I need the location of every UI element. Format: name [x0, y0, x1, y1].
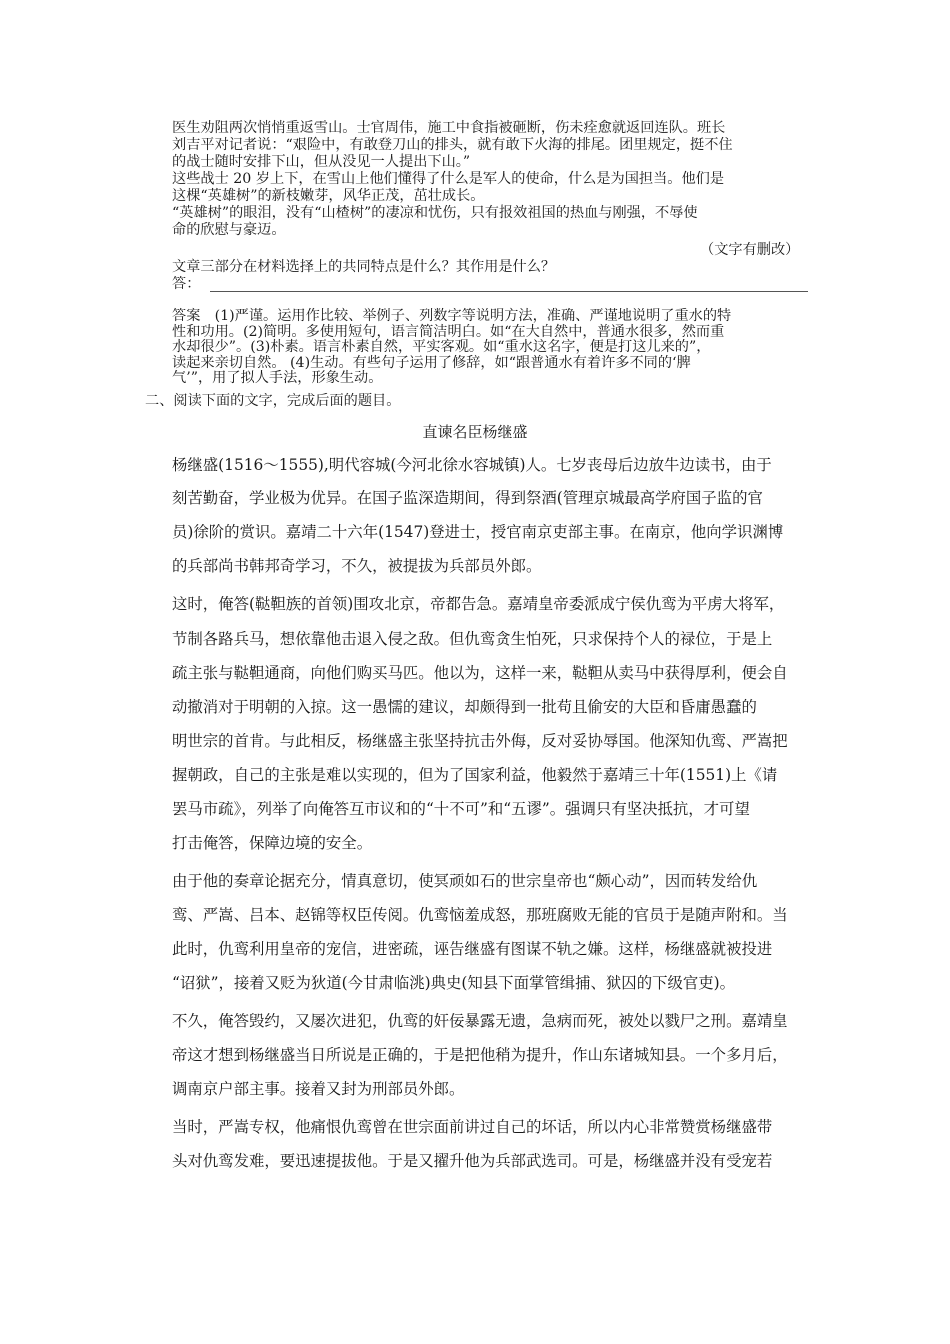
- question-text: 文章三部分在材料选择上的共同特点是什么？其作用是什么？: [172, 259, 556, 275]
- passage-line: 打击俺答，保障边境的安全。: [172, 834, 373, 852]
- passage-line: 头对仇鸾发难，要迅速提拔他。于是又擢升他为兵部武选司。可是，杨继盛并没有受宠若: [172, 1152, 773, 1170]
- passage-line: 这时，俺答(鞑靼族的首领)围攻北京，帝都告急。嘉靖皇帝委派成宁侯仇鸾为平虏大将军，: [172, 595, 785, 613]
- answer-label: 答：: [172, 276, 201, 292]
- passage-line: 由于他的奏章论据充分，情真意切，使冥顽如石的世宗皇帝也“颇心动”，因而转发给仇: [172, 872, 758, 890]
- passage-line: 调南京户部主事。接着又封为刑部员外郎。: [172, 1080, 465, 1098]
- text-line: 医生劝阻两次悄悄重返雪山。士官周伟，施工中食指被砸断，伤未痊愈就返回连队。班长: [172, 120, 726, 136]
- passage-line: 疏主张与鞑靼通商，向他们购买马匹。他以为，这样一来，鞑靼从卖马中获得厚利，便会自: [172, 664, 788, 682]
- passage-line: 刻苦勤奋，学业极为优异。在国子监深造期间，得到祭酒(管理京城最高学府国子监的官: [172, 489, 763, 507]
- passage-line: 动撤消对于明朝的入掠。这一愚懦的建议，却颇得到一批苟且偷安的大臣和昏庸愚蠢的: [172, 698, 757, 716]
- passage-line: 鸾、严嵩、吕本、赵锦等权臣传阅。仇鸾恼羞成怒，那班腐败无能的官员于是随声附和。当: [172, 906, 788, 924]
- text-line: 读起来亲切自然。 (4)生动。有些句子运用了修辞，如“跟普通水有着许多不同的‘脾: [172, 354, 691, 371]
- text-line: 答案 (1)严谨。运用作比较、举例子、列数字等说明方法，准确、严谨地说明了重水的特: [172, 308, 732, 324]
- text-line: 气’”，用了拟人手法，形象生动。: [172, 370, 383, 387]
- passage-title: 直谏名臣杨继盛: [422, 423, 528, 441]
- text-line: 的战士随时安排下山，但从没见一人提出下山。”: [172, 154, 471, 170]
- passage-line: 的兵部尚书韩邦奇学习，不久，被提拔为兵部员外郎。: [172, 557, 542, 575]
- text-line: 水却很少”。(3)朴素。语言朴素自然，平实客观。如“重水这名字，便是打这儿来的”，: [172, 339, 711, 356]
- passage-line: “诏狱”，接着又贬为狄道(今甘肃临洮)典史(知县下面掌管缉捕、狱囚的下级官吏)。: [172, 974, 736, 992]
- passage-line: 帝这才想到杨继盛当日所说是正确的，于是把他稍为提升，作山东诸城知县。一个多月后，: [172, 1046, 788, 1064]
- text-line: 命的欣慰与豪迈。: [172, 222, 286, 238]
- section-heading: 二、阅读下面的文字，完成后面的题目。: [145, 393, 401, 409]
- text-line: 性和功用。(2)简明。多使用短句，语言简洁明白。如“在大自然中，普通水很多，然而重: [172, 323, 725, 340]
- passage-line: 杨继盛(1516～1555),明代容城(今河北徐水容城镇)人。七岁丧母后边放牛边读书，由于: [172, 456, 772, 474]
- passage-line: 罢马市疏》，列举了向俺答互市议和的“十不可”和“五谬”。强调只有坚决抵抗，才可望: [172, 800, 750, 818]
- text-line: 这棵“英雄树”的新枝嫩芽，风华正茂，茁壮成长。: [172, 188, 485, 204]
- passage-line: 明世宗的首肯。与此相反，杨继盛主张坚持抗击外侮，反对妥协辱国。他深知仇鸾、严嵩把: [172, 732, 788, 750]
- passage-line: 员)徐阶的赏识。嘉靖二十六年(1547)登进士，授官南京吏部主事。在南京，他向学识渊博: [172, 523, 784, 541]
- source-note: （文字有删改）: [700, 242, 800, 258]
- passage-line: 当时，严嵩专权，他痛恨仇鸾曾在世宗面前讲过自己的坏话，所以内心非常赞赏杨继盛带: [172, 1118, 773, 1136]
- passage-line: 此时，仇鸾利用皇帝的宠信，进密疏，诬告继盛有图谋不轨之嫌。这样，杨继盛就被投进: [172, 940, 773, 958]
- text-line: “英雄树”的眼泪，没有“山楂树”的凄凉和忧伤，只有报效祖国的热血与刚强，不辱使: [172, 205, 698, 221]
- answer-underline: [210, 291, 808, 292]
- essay-excerpt: [172, 120, 812, 239]
- passage-line: 不久，俺答毁约，又屡次进犯，仇鸾的奸佞暴露无遗，急病而死，被处以戮尸之刑。嘉靖皇: [172, 1012, 788, 1030]
- passage-line: 握朝政，自己的主张是难以实现的，但为了国家利益，他毅然于嘉靖三十年(1551)上《请: [172, 766, 778, 784]
- passage-line: 节制各路兵马，想依靠他击退入侵之敌。但仇鸾贪生怕死，只求保持个人的禄位，于是上: [172, 630, 773, 648]
- text-line: 刘吉平对记者说：“艰险中，有敢登刀山的排头，就有敢下火海的排尾。团里规定，挺不住: [172, 137, 733, 153]
- answer-key: [172, 309, 812, 387]
- answer-blank: [172, 276, 808, 293]
- text-line: 这些战士 20 岁上下，在雪山上他们懂得了什么是军人的使命，什么是为国担当。他们是: [172, 171, 725, 187]
